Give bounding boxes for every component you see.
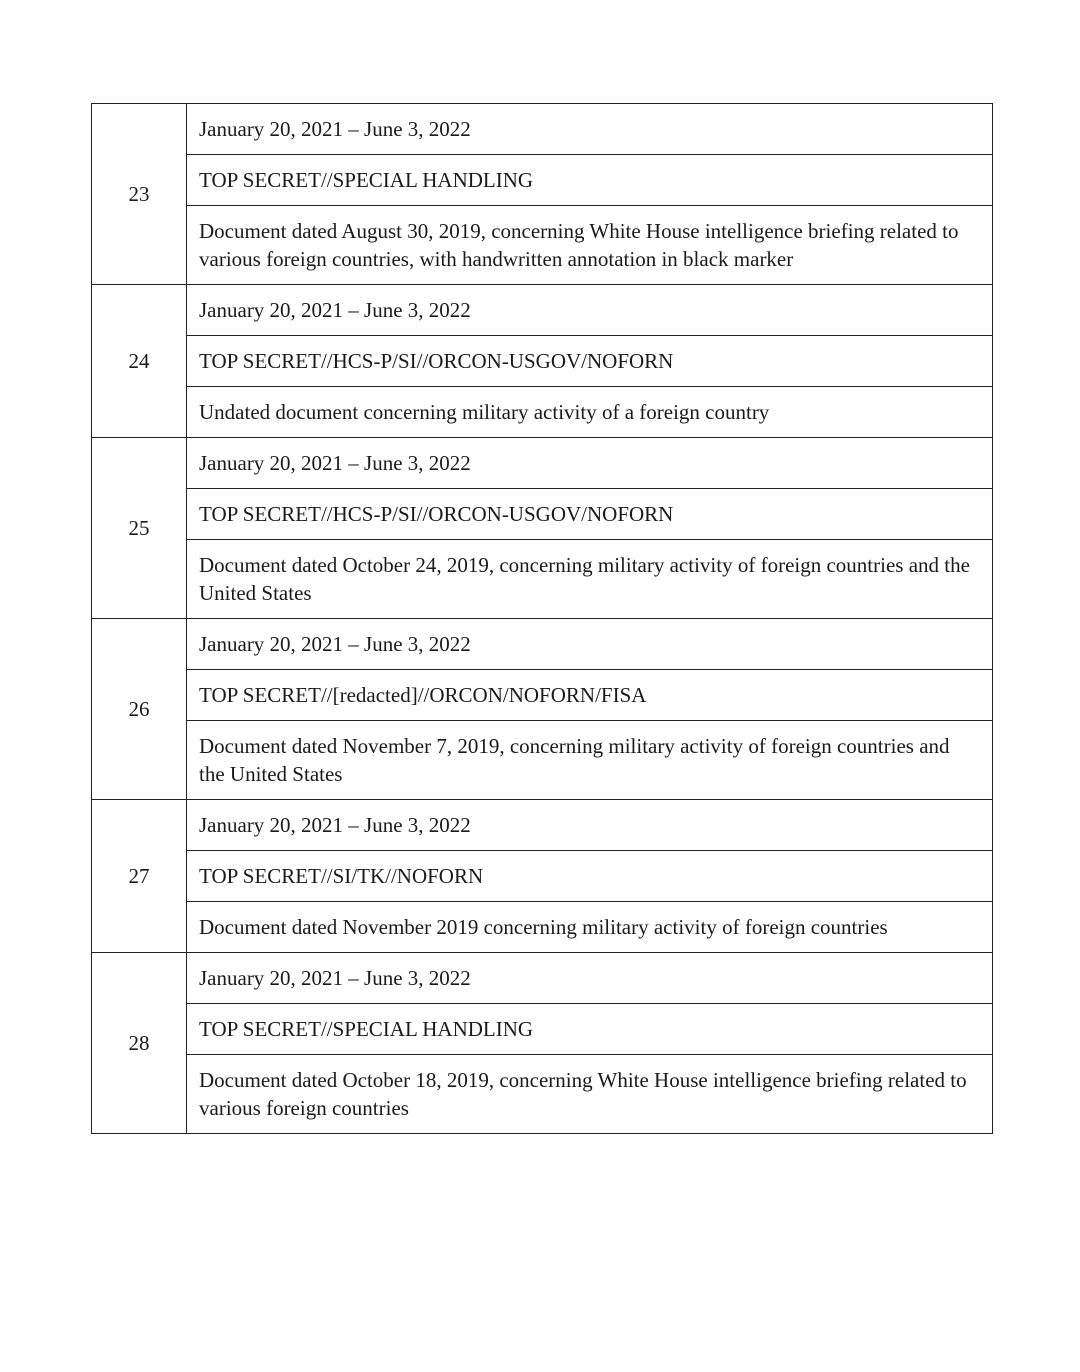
table-row <box>92 540 993 619</box>
item-number: 26 <box>92 619 187 800</box>
document-description: Document dated November 7, 2019, concerning military activity of foreign countries and the United States <box>187 721 993 800</box>
table-row <box>92 851 993 902</box>
classification-marking: TOP SECRET//SPECIAL HANDLING <box>187 1004 993 1055</box>
document-description: Document dated October 24, 2019, concerning military activity of foreign countries and the United States <box>187 540 993 619</box>
date-range: January 20, 2021 – June 3, 2022 <box>187 953 993 1004</box>
document-description: Document dated October 18, 2019, concerning White House intelligence briefing related to various foreign countries <box>187 1055 993 1134</box>
item-number: 28 <box>92 953 187 1134</box>
date-range: January 20, 2021 – June 3, 2022 <box>187 285 993 336</box>
table-row <box>92 387 993 438</box>
table-row <box>92 336 993 387</box>
table-row <box>92 670 993 721</box>
table-row <box>92 438 993 489</box>
document-description: Undated document concerning military activity of a foreign country <box>187 387 993 438</box>
date-range: January 20, 2021 – June 3, 2022 <box>187 800 993 851</box>
classification-marking: TOP SECRET//HCS-P/SI//ORCON-USGOV/NOFORN <box>187 489 993 540</box>
table-row <box>92 721 993 800</box>
table-row <box>92 902 993 953</box>
item-number: 24 <box>92 285 187 438</box>
date-range: January 20, 2021 – June 3, 2022 <box>187 438 993 489</box>
table-row <box>92 1004 993 1055</box>
table-row <box>92 285 993 336</box>
classification-marking: TOP SECRET//HCS-P/SI//ORCON-USGOV/NOFORN <box>187 336 993 387</box>
table-row <box>92 953 993 1004</box>
table-row <box>92 155 993 206</box>
document-description: Document dated November 2019 concerning military activity of foreign countries <box>187 902 993 953</box>
date-range: January 20, 2021 – June 3, 2022 <box>187 619 993 670</box>
classification-marking: TOP SECRET//[redacted]//ORCON/NOFORN/FISA <box>187 670 993 721</box>
table-row <box>92 800 993 851</box>
item-number: 23 <box>92 104 187 285</box>
table-row <box>92 104 993 155</box>
table-row <box>92 206 993 285</box>
classification-marking: TOP SECRET//SI/TK//NOFORN <box>187 851 993 902</box>
document-description: Document dated August 30, 2019, concerning White House intelligence briefing related to various foreign countries, with handwritten annotation in black marker <box>187 206 993 285</box>
item-number: 25 <box>92 438 187 619</box>
table-row <box>92 1055 993 1134</box>
classification-marking: TOP SECRET//SPECIAL HANDLING <box>187 155 993 206</box>
document-table <box>91 103 993 1134</box>
item-number: 27 <box>92 800 187 953</box>
date-range: January 20, 2021 – June 3, 2022 <box>187 104 993 155</box>
table-row <box>92 619 993 670</box>
table-row <box>92 489 993 540</box>
